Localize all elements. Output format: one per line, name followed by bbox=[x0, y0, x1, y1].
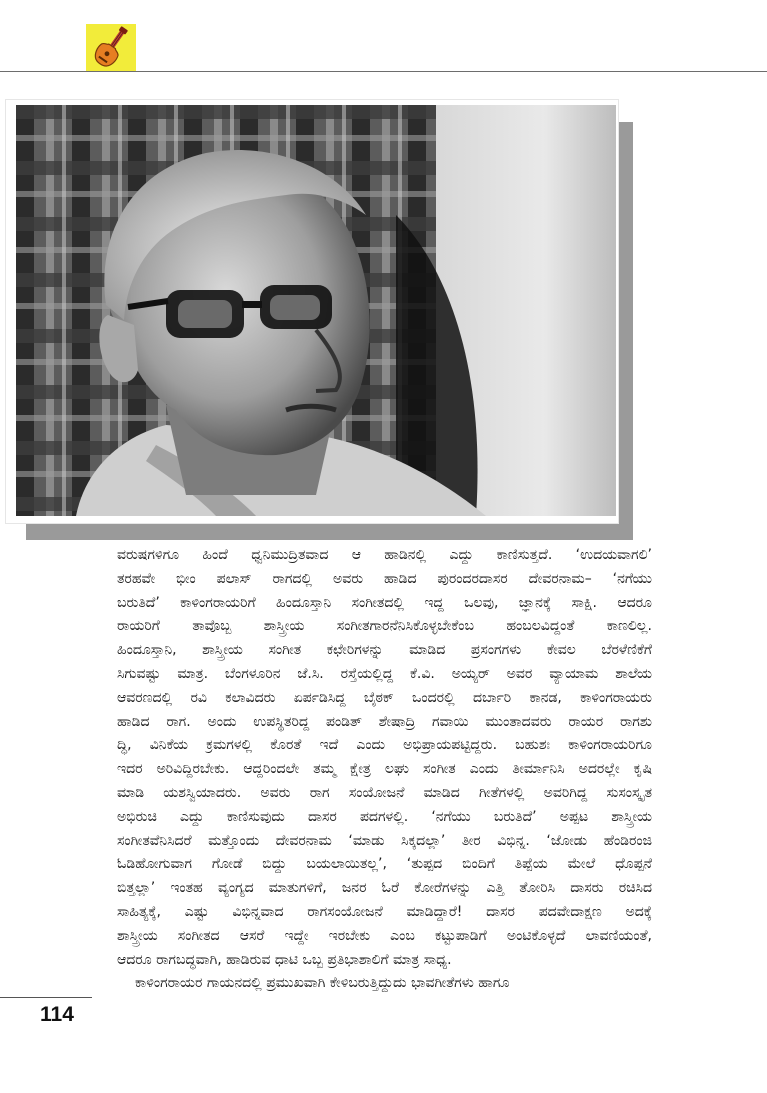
text-line: ಅಭಿರುಚಿ ಎದ್ದು ಕಾಣಿಸುವುದು ದಾಸರ ಪದಗಳಲ್ಲಿ. ‘ನಗೆಯು ಬರುತಿದೆ’ ಅಪ್ಪಟ ಶಾಸ್ತ್ರೀಯ bbox=[117, 808, 652, 825]
header-rule bbox=[0, 71, 767, 72]
body-paragraph bbox=[117, 972, 652, 996]
text-line: ತರಹವೇ ಭೀಂ ಪಲಾಸ್ ರಾಗದಲ್ಲಿ ಅವರು ಹಾಡಿದ ಪುರಂದರದಾಸರ ದೇವರನಾಮ– ‘ನಗೆಯು bbox=[117, 570, 652, 587]
text-line: ರಾಯರಿಗೆ ತಾವೊಬ್ಬ ಶಾಸ್ತ್ರೀಯ ಸಂಗೀತಗಾರನೆನಿಸಿಕೊಳ್ಳಬೇಕೆಂಬ ಹಂಬಲವಿದ್ದಂತೆ ಕಾಣಲಿಲ್ಲ. bbox=[117, 618, 652, 635]
logo-badge bbox=[86, 24, 136, 71]
text-line: ಹಾಡಿದ ರಾಗ. ಅಂದು ಉಪಸ್ಥಿತರಿದ್ದ ಪಂಡಿತ್ ಶೇಷಾದ್ರಿ ಗವಾಯಿ ಮುಂತಾದವರು ರಾಯರ ರಾಗಶು bbox=[117, 713, 652, 730]
text-line: ಆವರಣದಲ್ಲಿ ರವಿ ಕಲಾವಿದರು ಏರ್ಪಡಿಸಿದ್ದ ಬೈಠಕ್ ಒಂದರಲ್ಲಿ ದರ್ಬಾರಿ ಕಾನಡ, ಕಾಳಿಂಗರಾಯರು bbox=[117, 689, 652, 706]
text-line: ಸಾಹಿತ್ಯಕ್ಕೆ, ಎಷ್ಟು ವಿಭಿನ್ನವಾದ ರಾಗಸಂಯೋಜನೆ ಮಾಡಿದ್ದಾರೆ! ದಾಸರ ಪದವೇದಾಕ್ಷಣ ಅದಕ್ಕೆ bbox=[117, 903, 652, 920]
text-line: ಬಿತ್ತಲ್ಲಾ’ ಇಂತಹ ವ್ಯಂಗ್ಯದ ಮಾತುಗಳಿಗೆ, ಜನರ ಓರೆ ಕೋರೆಗಳನ್ನು ಎತ್ತಿ ತೋರಿಸಿ ದಾಸರು ರಚಿಸಿದ bbox=[117, 880, 652, 897]
text-line: ದ್ಧಿ, ವಿನಿಕೆಯ ಕ್ರಮಗಳಲ್ಲಿ ಕೊರತೆ ಇದೆ ಎಂದು ಅಭಿಪ್ರಾಯಪಟ್ಟಿದ್ದರು. ಬಹುಶಃ ಕಾಳಿಂಗರಾಯರಿಗೂ bbox=[117, 737, 652, 754]
footer-rule bbox=[0, 997, 92, 998]
article-body bbox=[117, 544, 652, 996]
text-line: ಓಡಿಹೋಗುವಾಗ ಗೋಡೆ ಬಿದ್ದು ಬಯಲಾಯಿತಲ್ಲ’, ‘ತುಪ್ಪದ ಬಿಂದಿಗೆ ತಿಪ್ಪೆಯ ಮೇಲೆ ಧೊಪ್ಪನೆ bbox=[117, 856, 652, 873]
page-number: 114 bbox=[40, 1003, 74, 1026]
text-line: ಸಿಗುವಷ್ಟು ಮಾತ್ರ. ಬೆಂಗಳೂರಿನ ಜೆ.ಸಿ. ರಸ್ತೆಯಲ್ಲಿದ್ದ ಕೆ.ವಿ. ಅಯ್ಯರ್ ಅವರ ವ್ಯಾಯಾಮ ಶಾಲೆಯ bbox=[117, 665, 652, 682]
text-line: ಶಾಸ್ತ್ರೀಯ ಸಂಗೀತದ ಆಸರೆ ಇದ್ದೇ ಇರಬೇಕು ಎಂಬ ಕಟ್ಟುಪಾಡಿಗೆ ಅಂಟಿಕೊಳ್ಳದೆ ಲಾವಣಿಯಂತೆ, bbox=[117, 927, 652, 944]
photo-frame bbox=[6, 100, 618, 523]
text-line: ಸಂಗೀತವೆನಿಸಿದರೆ ಮತ್ತೊಂದು ದೇವರನಾಮ ‘ಮಾಡು ಸಿಕ್ಕದಲ್ಲಾ’ ತೀರ ವಿಭಿನ್ನ. ‘ಜೋಡು ಹೆಂಡಿರಂಜಿ bbox=[117, 832, 652, 849]
text-line: ಬರುತಿದೆ’ ಕಾಳಿಂಗರಾಯರಿಗೆ ಹಿಂದೂಸ್ತಾನಿ ಸಂಗೀತದಲ್ಲಿ ಇದ್ದ ಒಲವು, ಜ್ಞಾನಕ್ಕೆ ಸಾಕ್ಷಿ. ಆದರೂ bbox=[117, 594, 652, 611]
text-line: ಕಾಳಿಂಗರಾಯರ ಗಾಯನದಲ್ಲಿ ಪ್ರಮುಖವಾಗಿ ಕೇಳಿಬರುತ್ತಿದ್ದುದು ಭಾವಗೀತೆಗಳು ಹಾಗೂ bbox=[135, 975, 510, 992]
body-paragraph bbox=[117, 544, 652, 972]
text-line: ವರುಷಗಳಿಗೂ ಹಿಂದೆ ಧ್ವನಿಮುದ್ರಿತವಾದ ಆ ಹಾಡಿನಲ್ಲಿ ಎದ್ದು ಕಾಣಿಸುತ್ತದೆ. ‘ಉದಯವಾಗಲಿ’ bbox=[117, 547, 652, 563]
portrait-photo bbox=[16, 105, 616, 516]
guitar-icon bbox=[86, 24, 136, 71]
text-line: ಆದರೂ ರಾಗಬದ್ಧವಾಗಿ, ಹಾಡಿರುವ ಧಾಟಿ ಒಬ್ಬ ಪ್ರತಿಭಾಶಾಲಿಗೆ ಮಾತ್ರ ಸಾಧ್ಯ. bbox=[117, 951, 452, 968]
text-line: ಇದರ ಅರಿವಿದ್ದಿರಬೇಕು. ಆದ್ದರಿಂದಲೇ ತಮ್ಮ ಕ್ಷೇತ್ರ ಲಘು ಸಂಗೀತ ಎಂದು ತೀರ್ಮಾನಿಸಿ ಅದರಲ್ಲೇ ಕೃಷಿ bbox=[117, 761, 652, 778]
text-line: ಮಾಡಿ ಯಶಸ್ವಿಯಾದರು. ಅವರು ರಾಗ ಸಂಯೋಜನೆ ಮಾಡಿದ ಗೀತೆಗಳಲ್ಲಿ ಅವರಿಗಿದ್ದ ಸುಸಂಸ್ಕೃತ bbox=[117, 784, 652, 801]
text-line: ಹಿಂದೂಸ್ತಾನಿ, ಶಾಸ್ತ್ರೀಯ ಸಂಗೀತ ಕಛೇರಿಗಳನ್ನು ಮಾಡಿದ ಪ್ರಸಂಗಗಳು ಕೇವಲ ಬೆರಳೆಣಿಕೆಗೆ bbox=[117, 642, 652, 659]
